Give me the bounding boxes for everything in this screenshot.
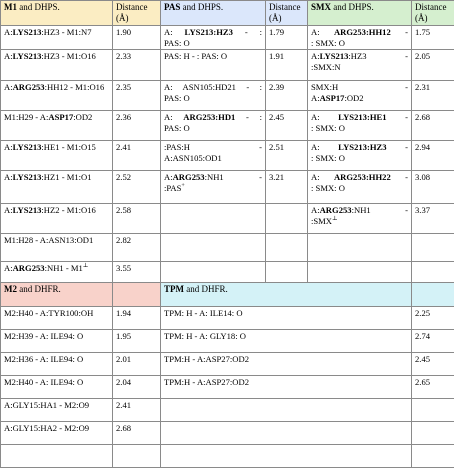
table-row <box>1 399 454 422</box>
pair-line <box>164 172 262 183</box>
m1-pair <box>1 262 113 283</box>
pair-text: PAS: O <box>164 38 190 48</box>
table-row <box>1 111 454 141</box>
residue-name: LYS213:HZ3 <box>185 27 233 37</box>
pair-text: :HZ3 - <box>348 51 408 61</box>
charge-superscript: ⊥ <box>332 216 338 222</box>
pair-text: A: <box>4 27 13 37</box>
pair-text: TPM: H - A: GLY18: O <box>164 331 246 341</box>
residue-name: LYS213:HE1 <box>338 112 386 122</box>
pas-pair <box>161 141 266 171</box>
pair-text: A: <box>164 172 173 182</box>
pair-line <box>164 142 262 153</box>
m1-distance: 2.52 <box>113 171 161 204</box>
pair-text: A:GLY15:HA1 - M2:O9 <box>4 400 89 410</box>
header-tpm-dhfr: TPM and DHFR. <box>161 283 412 307</box>
tpm-distance: 2.45 <box>412 353 454 376</box>
residue-name: LYS213 <box>320 51 349 61</box>
pair-text: A: <box>4 205 13 215</box>
m2-empty-cell <box>1 445 113 468</box>
pair-text: :PAS:H - <box>164 142 262 152</box>
tpm-empty-cell <box>412 399 454 422</box>
smx-distance: 2.05 <box>412 50 454 81</box>
residue-name: LYS213 <box>13 27 42 37</box>
pair-line <box>311 93 408 104</box>
pair-text: : SMX: O <box>311 153 345 163</box>
pair-text: A: <box>4 142 13 152</box>
m2-pair <box>1 376 113 399</box>
pair-text: :SMX:N <box>311 62 341 72</box>
pas-empty-cell <box>161 234 266 262</box>
tpm-empty-cell <box>161 445 412 468</box>
pair-text: - : <box>233 27 262 37</box>
pas-distance: 3.21 <box>266 171 308 204</box>
table-row <box>1 50 454 81</box>
m1-distance: 2.35 <box>113 81 161 111</box>
table-row <box>1 353 454 376</box>
table-row <box>1 204 454 234</box>
pair-text: :HZ3 - M1:N7 <box>41 27 91 37</box>
pair-text: TPM:H - A:ASP27:OD2 <box>164 354 249 364</box>
tpm-pair <box>161 353 412 376</box>
m2-distance: 2.01 <box>113 353 161 376</box>
header-m1-distance: Distance (Å) <box>113 1 161 26</box>
pair-text: : SMX: O <box>311 183 345 193</box>
charge-superscript: + <box>181 183 184 189</box>
pair-text: SMX:H - <box>311 82 408 92</box>
pair-line <box>164 51 262 62</box>
pair-text: - <box>391 172 408 182</box>
tpm-distance: 2.74 <box>412 330 454 353</box>
pair-line <box>311 38 408 49</box>
tpm-distance: 2.25 <box>412 307 454 330</box>
tpm-empty-cell <box>161 422 412 445</box>
pair-line <box>164 153 262 164</box>
header-m1-dhps: M1 and DHPS. <box>1 1 113 26</box>
pas-pair <box>161 111 266 141</box>
table-row <box>1 445 454 468</box>
pair-line <box>164 123 262 134</box>
pair-line <box>311 27 408 38</box>
smx-distance: 2.94 <box>412 141 454 171</box>
pair-text: :HZ2 - M1:O16 <box>41 205 95 215</box>
pair-text: M1:H28 - A:ASN13:OD1 <box>4 235 93 245</box>
m1-distance: 1.90 <box>113 26 161 50</box>
m2-pair <box>1 399 113 422</box>
pair-line <box>311 123 408 134</box>
pair-text: - <box>387 112 408 122</box>
pas-pair <box>161 50 266 81</box>
pair-text: A: <box>4 51 13 61</box>
pair-text: A: <box>311 172 334 182</box>
residue-name: LYS213 <box>13 142 42 152</box>
residue-name: ASP17 <box>48 112 73 122</box>
m1-pair <box>1 234 113 262</box>
m2-pair <box>1 353 113 376</box>
charge-superscript: ⊥ <box>83 263 89 269</box>
pair-line <box>164 82 262 93</box>
m2-distance: 2.04 <box>113 376 161 399</box>
pair-text: A: <box>311 27 334 37</box>
pair-line <box>311 62 408 73</box>
m2-distance: 1.95 <box>113 330 161 353</box>
pair-line <box>164 112 262 123</box>
pair-line <box>311 183 408 194</box>
residue-name: ARG253:HH12 <box>334 27 391 37</box>
smx-empty-cell <box>308 234 412 262</box>
header-m2-distance <box>113 283 161 307</box>
pas-distance: 2.51 <box>266 141 308 171</box>
smx-empty-cell <box>412 262 454 283</box>
pair-line <box>311 51 408 62</box>
m2-distance: 2.68 <box>113 422 161 445</box>
smx-empty-cell <box>308 262 412 283</box>
pas-empty-cell <box>161 204 266 234</box>
residue-name: LYS213 <box>13 51 42 61</box>
smx-empty-cell <box>412 234 454 262</box>
smx-pair <box>308 171 412 204</box>
m1-distance: 2.58 <box>113 204 161 234</box>
table-row <box>1 330 454 353</box>
pas-distance: 1.79 <box>266 26 308 50</box>
pair-line <box>164 183 262 194</box>
tpm-empty-cell <box>161 399 412 422</box>
tpm-distance: 2.65 <box>412 376 454 399</box>
pas-empty-cell <box>161 262 266 283</box>
pair-line <box>311 153 408 164</box>
m1-distance: 2.36 <box>113 111 161 141</box>
pair-text: - <box>387 142 408 152</box>
pair-text: M2:H39 - A: ILE94: O <box>4 331 83 341</box>
pair-text: :PAS <box>164 183 181 193</box>
header-pas-dhps: PAS and DHPS. <box>161 1 266 26</box>
residue-name: ARG253:HH22 <box>334 172 391 182</box>
pas-empty-cell <box>266 234 308 262</box>
residue-name: ARG253:HD1 <box>183 112 235 122</box>
smx-distance: 2.31 <box>412 81 454 111</box>
m2-empty-cell <box>113 445 161 468</box>
residue-name: LYS213 <box>13 205 42 215</box>
smx-pair <box>308 50 412 81</box>
tpm-pair <box>161 376 412 399</box>
smx-pair <box>308 26 412 50</box>
pair-text: - <box>391 27 408 37</box>
pair-text: A: <box>4 172 13 182</box>
pair-text: A: <box>311 93 320 103</box>
pair-text: A: <box>4 263 13 273</box>
m1-distance: 2.41 <box>113 141 161 171</box>
header-pas-distance: Distance (Å) <box>266 1 308 26</box>
header-row-dhfr <box>1 283 454 307</box>
pair-text: - : <box>235 112 262 122</box>
pas-pair <box>161 26 266 50</box>
table-row <box>1 262 454 283</box>
residue-name: ARG253 <box>173 172 205 182</box>
pair-text: :NH1 - <box>205 172 262 182</box>
m1-distance: 2.82 <box>113 234 161 262</box>
tpm-pair <box>161 307 412 330</box>
m1-pair <box>1 204 113 234</box>
pair-text: :HZ1 - M1:O1 <box>41 172 91 182</box>
m1-pair <box>1 26 113 50</box>
pair-text: :NH1 - M1 <box>45 263 83 273</box>
pair-line <box>311 142 408 153</box>
m2-pair <box>1 330 113 353</box>
pair-text: M2:H40 - A: ILE94: O <box>4 377 83 387</box>
pair-text: A: ASN105:HD21 - : <box>164 82 262 92</box>
smx-pair <box>308 81 412 111</box>
smx-distance: 3.08 <box>412 171 454 204</box>
m1-distance: 3.55 <box>113 262 161 283</box>
residue-name: ARG253 <box>13 263 45 273</box>
tpm-empty-cell <box>412 422 454 445</box>
header-smx-dhps: SMX and DHPS. <box>308 1 412 26</box>
table-row <box>1 422 454 445</box>
pair-text: PAS: O <box>164 123 190 133</box>
smx-pair <box>308 141 412 171</box>
pair-text: A: <box>311 205 320 215</box>
header-row-dhps <box>1 1 454 26</box>
m2-pair <box>1 307 113 330</box>
pair-line <box>311 172 408 183</box>
header-m2-dhfr: M2 and DHFR. <box>1 283 113 307</box>
table-row <box>1 376 454 399</box>
smx-pair <box>308 204 412 234</box>
pair-line <box>311 216 408 227</box>
smx-distance: 2.68 <box>412 111 454 141</box>
m2-pair <box>1 422 113 445</box>
residue-name: LYS213:HZ3 <box>338 142 386 152</box>
pas-pair <box>161 81 266 111</box>
pair-line <box>311 82 408 93</box>
m1-pair <box>1 50 113 81</box>
pair-line <box>164 93 262 104</box>
pair-text: :OD2 <box>73 112 92 122</box>
m1-pair <box>1 171 113 204</box>
pair-line <box>164 27 262 38</box>
pair-text: :HZ3 - M1:O16 <box>41 51 95 61</box>
residue-name: LYS213 <box>13 172 42 182</box>
header-smx-distance: Distance (Å) <box>412 1 454 26</box>
m1-pair <box>1 141 113 171</box>
table-row <box>1 171 454 204</box>
pair-text: : SMX: O <box>311 38 345 48</box>
pair-text: : SMX: O <box>311 123 345 133</box>
residue-name: ARG253 <box>320 205 352 215</box>
smx-distance: 3.37 <box>412 204 454 234</box>
m2-distance: 1.94 <box>113 307 161 330</box>
m2-distance: 2.41 <box>113 399 161 422</box>
residue-name: ARG253 <box>13 82 45 92</box>
pas-pair <box>161 171 266 204</box>
pair-text: M1:H29 - A: <box>4 112 48 122</box>
pair-line <box>311 205 408 216</box>
table-row <box>1 234 454 262</box>
m1-pair <box>1 111 113 141</box>
pair-text: M2:H36 - A: ILE94: O <box>4 354 83 364</box>
smx-distance: 1.75 <box>412 26 454 50</box>
pair-text: TPM: H - A: ILE14: O <box>164 308 243 318</box>
pair-line <box>164 38 262 49</box>
table-row <box>1 81 454 111</box>
pair-text: PAS: H - : PAS: O <box>164 51 227 61</box>
residue-name: ASP17 <box>320 93 345 103</box>
pair-line <box>311 112 408 123</box>
pair-text: A: <box>4 82 13 92</box>
pair-text: :HH12 - M1:O16 <box>45 82 105 92</box>
pas-empty-cell <box>266 262 308 283</box>
pair-text: A:GLY15:HA2 - M2:O9 <box>4 423 89 433</box>
tpm-empty-cell <box>412 445 454 468</box>
table-row <box>1 26 454 50</box>
pair-text: :OD2 <box>344 93 363 103</box>
pair-text: A: <box>311 51 320 61</box>
tpm-pair <box>161 330 412 353</box>
pair-text: M2:H40 - A:TYR100:OH <box>4 308 93 318</box>
pas-distance: 2.45 <box>266 111 308 141</box>
pair-text: :SMX <box>311 216 332 226</box>
header-tpm-distance <box>412 283 454 307</box>
pair-text: A: <box>311 112 338 122</box>
pair-text: A: <box>311 142 338 152</box>
table-row <box>1 307 454 330</box>
m1-pair <box>1 81 113 111</box>
pas-distance: 1.91 <box>266 50 308 81</box>
table-row <box>1 141 454 171</box>
pair-text: :NH1 - <box>352 205 408 215</box>
pair-text: A: <box>164 27 185 37</box>
pair-text: :HE1 - M1:O15 <box>41 142 95 152</box>
smx-pair <box>308 111 412 141</box>
pas-distance: 2.39 <box>266 81 308 111</box>
pair-text: TPM:H - A:ASP27:OD2 <box>164 377 249 387</box>
pair-text: A:ASN105:OD1 <box>164 153 222 163</box>
m1-distance: 2.33 <box>113 50 161 81</box>
pair-text: PAS: O <box>164 93 190 103</box>
pair-text: A: <box>164 112 183 122</box>
pas-empty-cell <box>266 204 308 234</box>
